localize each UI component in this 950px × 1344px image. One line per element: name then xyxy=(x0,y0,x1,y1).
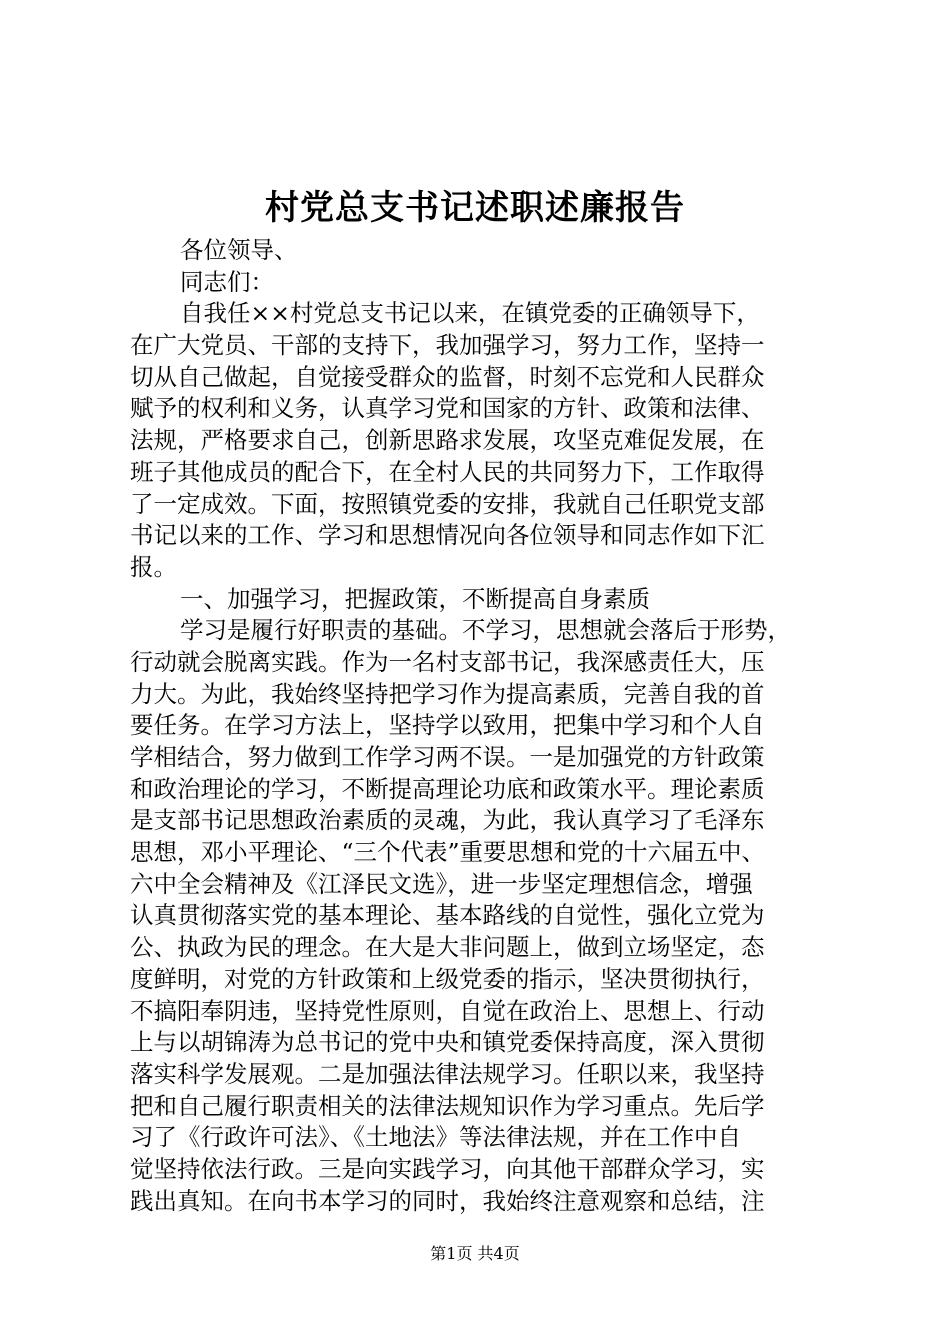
text-line: 学习是履行好职责的基础。不学习，思想就会落后于形势， xyxy=(180,616,791,645)
text-line: 报。 xyxy=(130,552,177,581)
text-line: 力大。为此，我始终坚持把学习作为提高素质，完善自我的首 xyxy=(130,679,765,708)
text-line: 学相结合，努力做到工作学习两不误。一是加强党的方针政策 xyxy=(130,743,765,771)
text-line: 公、执政为民的理念。在大是大非问题上，做到立场坚定，态 xyxy=(130,933,765,962)
text-line: 践出真知。在向书本学习的同时，我始终注意观察和总结，注 xyxy=(130,1186,765,1215)
document-body xyxy=(130,235,835,1217)
text-line: 落实科学发展观。二是加强法律法规学习。任职以来，我坚持 xyxy=(130,1059,765,1088)
text-line: 了一定成效。下面，按照镇党委的安排，我就自己任职党支部 xyxy=(130,489,765,518)
text-line: 切从自己做起，自觉接受群众的监督，时刻不忘党和人民群众 xyxy=(130,362,765,391)
text-line: 自我任××村党总支书记以来，在镇党委的正确领导下， xyxy=(180,299,760,328)
page-footer: 第1页 共4页 xyxy=(430,1244,520,1263)
text-line: 在广大党员、干部的支持下，我加强学习，努力工作，坚持一 xyxy=(130,331,765,360)
text-line: 思想，邓小平理论、“三个代表”重要思想和党的十六届五中、 xyxy=(130,838,766,867)
text-line: 赋予的权利和义务，认真学习党和国家的方针、政策和法律、 xyxy=(130,394,765,423)
text-line: 度鲜明，对党的方针政策和上级党委的指示，坚决贯彻执行， xyxy=(130,964,765,993)
text-line: 是支部书记思想政治素质的灵魂，为此，我认真学习了毛泽东 xyxy=(130,806,765,835)
text-line: 一、加强学习，把握政策，不断提高自身素质 xyxy=(180,584,650,613)
text-line: 和政治理论的学习，不断提高理论功底和政策水平。理论素质 xyxy=(130,774,765,803)
text-line: 不搞阳奉阴违，坚持党性原则，自觉在政治上、思想上、行动 xyxy=(130,996,765,1025)
text-line: 班子其他成员的配合下，在全村人民的共同努力下，工作取得 xyxy=(130,457,765,486)
text-line: 习了《行政许可法》、《土地法》等法律法规，并在工作中自 xyxy=(130,1123,741,1152)
text-line: 各位领导、 xyxy=(180,236,298,264)
text-line: 六中全会精神及《江泽民文选》，进一步坚定理想信念，增强 xyxy=(130,869,753,898)
document-title: 村党总支书记述职述廉报告 xyxy=(265,188,685,228)
text-line: 觉坚持依法行政。三是向实践学习，向其他干部群众学习，实 xyxy=(130,1154,765,1183)
text-line: 要任务。在学习方法上，坚持学以致用，把集中学习和个人自 xyxy=(130,711,765,740)
text-line: 同志们： xyxy=(180,267,274,296)
text-line: 书记以来的工作、学习和思想情况向各位领导和同志作如下汇 xyxy=(130,521,765,550)
text-line: 认真贯彻落实党的基本理论、基本路线的自觉性，强化立党为 xyxy=(130,901,765,930)
text-line: 行动就会脱离实践。作为一名村支部书记，我深感责任大，压 xyxy=(130,647,765,676)
text-line: 把和自己履行职责相关的法律法规知识作为学习重点。先后学 xyxy=(130,1091,765,1120)
text-line: 法规，严格要求自己，创新思路求发展，攻坚克难促发展，在 xyxy=(130,426,765,455)
text-line: 上与以胡锦涛为总书记的党中央和镇党委保持高度，深入贯彻 xyxy=(130,1028,765,1057)
